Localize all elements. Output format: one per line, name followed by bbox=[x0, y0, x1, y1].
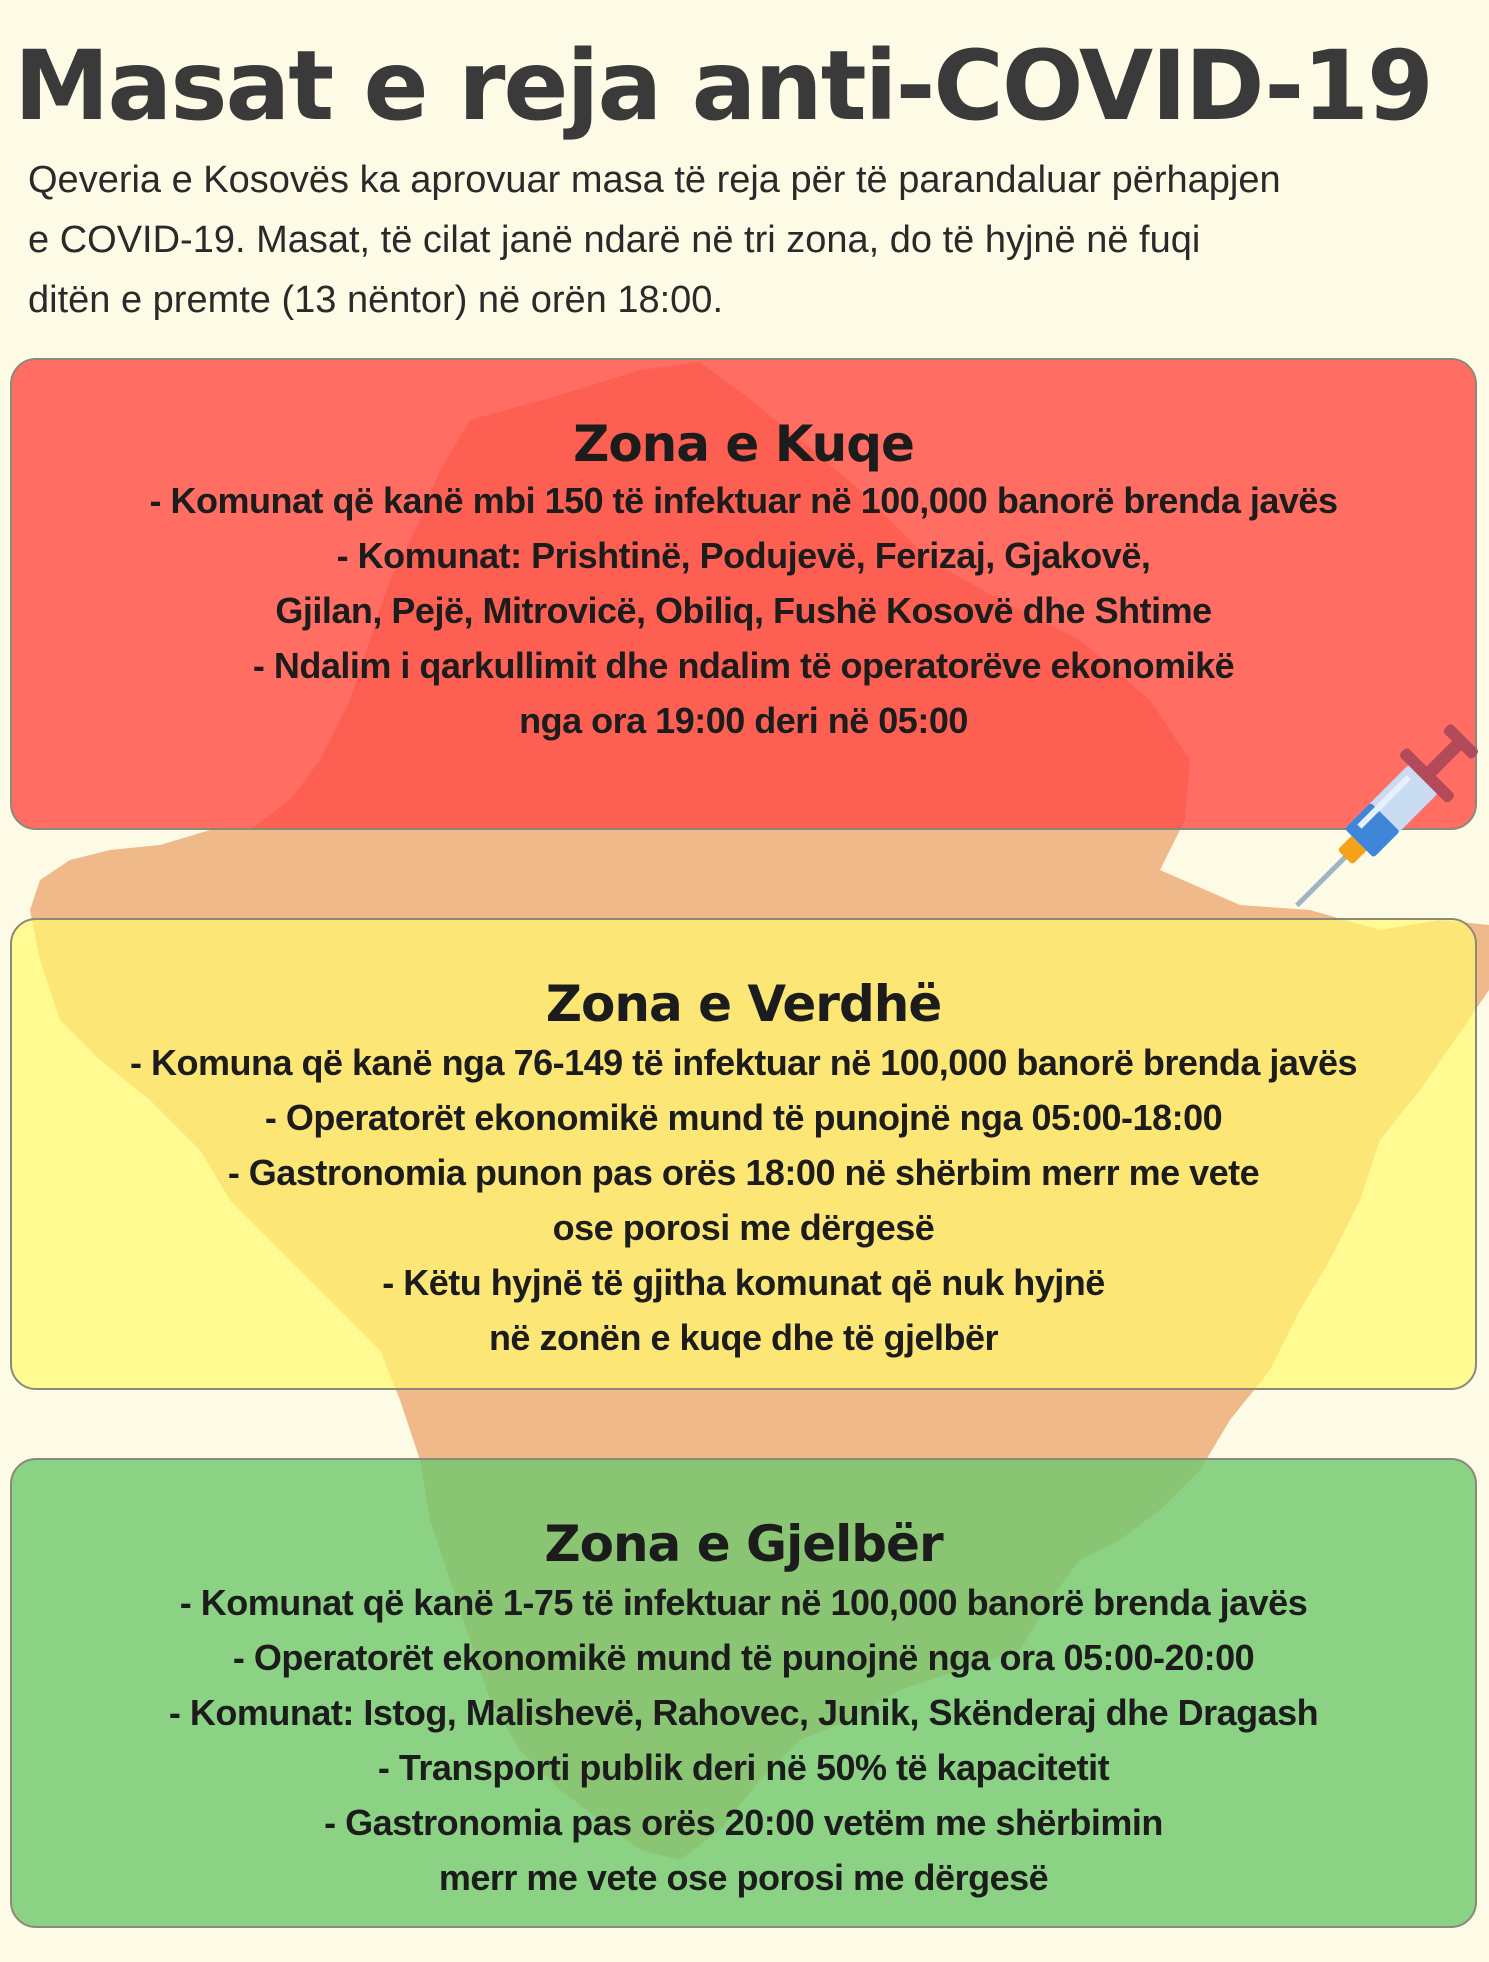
intro-paragraph bbox=[28, 150, 1448, 330]
green-zone-box bbox=[10, 1458, 1477, 1928]
yellow-zone-line: - Komuna që kanë nga 76-149 të infektuar në 100,000 banorë brenda javës bbox=[130, 1042, 1357, 1083]
green-zone-line: - Komunat që kanë 1-75 të infektuar në 100,000 banorë brenda javës bbox=[179, 1582, 1308, 1623]
green-zone-line: - Transporti publik deri në 50% të kapacitetit bbox=[377, 1747, 1110, 1788]
green-zone-line: - Komunat: Istog, Malishevë, Rahovec, Junik, Skënderaj dhe Dragash bbox=[168, 1692, 1319, 1733]
red-zone-line: nga ora 19:00 deri në 05:00 bbox=[519, 700, 968, 741]
red-zone-line: - Ndalim i qarkullimit dhe ndalim të operatorëve ekonomikë bbox=[252, 645, 1235, 686]
yellow-zone-line: - Këtu hyjnë të gjitha komunat që nuk hyjnë bbox=[382, 1262, 1105, 1303]
yellow-zone-line: ose porosi me dërgesë bbox=[552, 1207, 935, 1248]
yellow-zone-title: Zona e Verdhë bbox=[545, 975, 942, 1033]
yellow-zone-box bbox=[10, 918, 1477, 1390]
green-zone-line: - Gastronomia pas orës 20:00 vetëm me shërbimin bbox=[324, 1802, 1163, 1843]
red-zone-title: Zona e Kuqe bbox=[573, 415, 914, 473]
syringe-icon bbox=[1270, 718, 1480, 938]
yellow-zone-line: në zonën e kuqe dhe të gjelbër bbox=[488, 1317, 999, 1358]
yellow-zone-line: - Gastronomia punon pas orës 18:00 në shërbim merr me vete bbox=[227, 1152, 1260, 1193]
intro-line: ditën e premte (13 nëntor) në orën 18:00. bbox=[28, 279, 724, 321]
green-zone-line: - Operatorët ekonomikë mund të punojnë nga ora 05:00-20:00 bbox=[232, 1637, 1255, 1678]
intro-line: Qeveria e Kosovës ka aprovuar masa të reja për të parandaluar përhapjen bbox=[28, 159, 1281, 201]
red-zone-line: - Komunat që kanë mbi 150 të infektuar në 100,000 banorë brenda javës bbox=[149, 480, 1338, 521]
red-zone-line: - Komunat: Prishtinë, Podujevë, Ferizaj, Gjakovë, bbox=[336, 535, 1151, 576]
green-zone-line: merr me vete ose porosi me dërgesë bbox=[438, 1857, 1049, 1898]
red-zone-line: Gjilan, Pejë, Mitrovicë, Obiliq, Fushë Kosovë dhe Shtime bbox=[275, 590, 1212, 631]
yellow-zone-line: - Operatorët ekonomikë mund të punojnë nga 05:00-18:00 bbox=[264, 1097, 1223, 1138]
green-zone-title: Zona e Gjelbër bbox=[544, 1515, 943, 1573]
red-zone-box bbox=[10, 358, 1477, 830]
intro-line: e COVID-19. Masat, të cilat janë ndarë në tri zona, do të hyjnë në fuqi bbox=[28, 219, 1201, 261]
page-title: Masat e reja anti-COVID-19 bbox=[14, 30, 1432, 142]
